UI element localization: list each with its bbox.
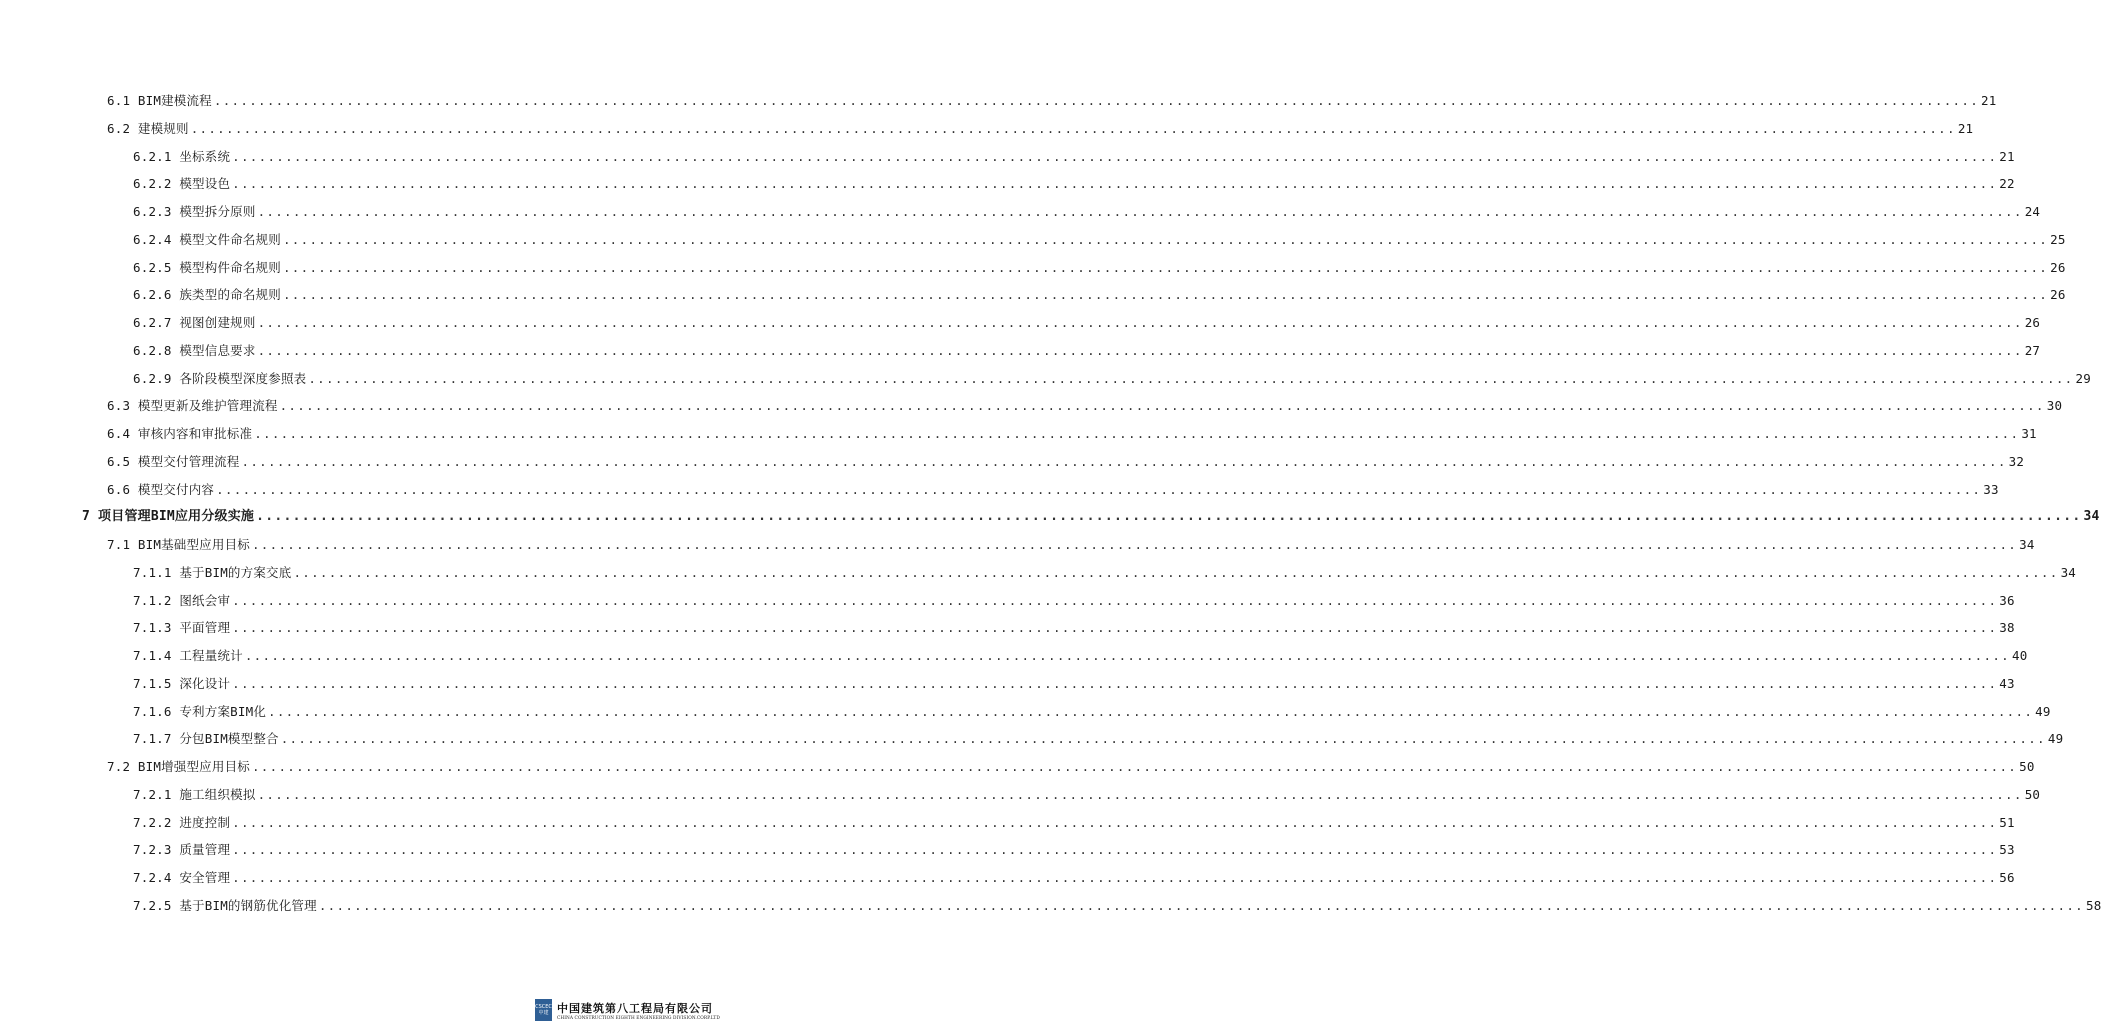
toc-leader-dots: ........................................................................................................................................................................................................ bbox=[282, 260, 2049, 275]
toc-leader-dots: ........................................................................................................................................................................................................ bbox=[257, 315, 2023, 330]
toc-leader-dots: ........................................................................................................................................................................................................ bbox=[190, 121, 1956, 136]
toc-entry[interactable] bbox=[133, 702, 2051, 722]
toc-entry-page: 29 bbox=[2075, 371, 2091, 386]
toc-entry-title: 6.2.8 模型信息要求 bbox=[133, 343, 256, 358]
toc-entry[interactable] bbox=[133, 646, 2028, 666]
toc-entry-title: 6.2.7 视图创建规则 bbox=[133, 315, 256, 330]
toc-entry-title: 6.3 模型更新及维护管理流程 bbox=[107, 398, 278, 413]
toc-leader-dots: ........................................................................................................................................................................................................ bbox=[241, 454, 2007, 469]
toc-entry-page: 24 bbox=[2024, 204, 2041, 219]
toc-leader-dots: ........................................................................................................................................................................................................ bbox=[308, 371, 2074, 386]
toc-entry-page: 34 bbox=[2019, 537, 2035, 552]
toc-entry-page: 50 bbox=[2019, 759, 2035, 774]
toc-leader-dots: ........................................................................................................................................................................................................ bbox=[213, 93, 1980, 108]
toc-entry-page: 27 bbox=[2024, 343, 2041, 358]
toc-entry-page: 26 bbox=[2050, 287, 2066, 302]
toc-entry[interactable] bbox=[107, 757, 2035, 777]
toc-entry-page: 53 bbox=[1999, 842, 2015, 857]
toc-entry[interactable] bbox=[133, 896, 2101, 916]
toc-entry-title: 6.1 BIM建模流程 bbox=[107, 93, 212, 108]
toc-entry-page: 56 bbox=[1999, 870, 2015, 885]
toc-entry-title: 6.6 模型交付内容 bbox=[107, 482, 215, 497]
toc-entry-title: 7 项目管理BIM应用分级实施 bbox=[82, 509, 255, 524]
toc-entry[interactable] bbox=[107, 424, 2037, 444]
toc-entry[interactable] bbox=[133, 591, 2015, 611]
toc-entry-title: 6.2 建模规则 bbox=[107, 121, 189, 136]
toc-entry-page: 25 bbox=[2050, 232, 2066, 247]
toc-entry-title: 7.1.4 工程量统计 bbox=[133, 648, 243, 663]
toc-entry[interactable] bbox=[133, 868, 2015, 888]
toc-entry[interactable] bbox=[133, 729, 2064, 749]
toc-entry[interactable] bbox=[133, 674, 2015, 694]
toc-entry[interactable] bbox=[107, 396, 2063, 416]
toc-entry-title: 7.1.6 专利方案BIM化 bbox=[133, 704, 267, 719]
toc-entry-page: 30 bbox=[2046, 398, 2063, 413]
company-logo bbox=[535, 996, 724, 1024]
toc-entry-title: 6.2.5 模型构件命名规则 bbox=[133, 260, 281, 275]
toc-entry-title: 6.2.3 模型拆分原则 bbox=[133, 204, 256, 219]
toc-entry[interactable] bbox=[133, 258, 2066, 278]
toc-entry-title: 7.1.7 分包BIM模型整合 bbox=[133, 731, 279, 746]
toc-entry-title: 7.2.4 安全管理 bbox=[133, 870, 231, 885]
toc-leader-dots: ........................................................................................................................................................................................................ bbox=[282, 287, 2049, 302]
toc-entry-page: 43 bbox=[1999, 676, 2015, 691]
toc-entry-page: 51 bbox=[1999, 815, 2015, 830]
toc-entry-title: 6.2.4 模型文件命名规则 bbox=[133, 232, 281, 247]
toc-entry-page: 22 bbox=[1999, 176, 2015, 191]
logo-mark-text-cn: 中建 bbox=[538, 1010, 549, 1016]
toc-entry-title: 7.2.5 基于BIM的钢筋优化管理 bbox=[133, 898, 317, 913]
toc-leader-dots: ........................................................................................................................................................................................................ bbox=[232, 815, 1998, 830]
toc-entry-page: 50 bbox=[2024, 787, 2041, 802]
toc-entry-title: 7.1.3 平面管理 bbox=[133, 620, 231, 635]
toc-leader-dots: ........................................................................................................................................................................................................ bbox=[257, 787, 2023, 802]
toc-leader-dots: ........................................................................................................................................................................................................ bbox=[251, 537, 2018, 552]
company-name-en: CHINA CONSTRUCTION EIGHTH ENGINEERING DIVISION.CORP.LTD bbox=[557, 1015, 720, 1021]
toc-entry[interactable] bbox=[107, 535, 2035, 555]
toc-leader-dots: ........................................................................................................................................................................................................ bbox=[257, 343, 2023, 358]
toc-leader-dots: ........................................................................................................................................................................................................ bbox=[216, 482, 1982, 497]
toc-entry-title: 6.2.2 模型设色 bbox=[133, 176, 231, 191]
toc-entry-page: 26 bbox=[2050, 260, 2066, 275]
toc-entry[interactable] bbox=[133, 563, 2077, 583]
toc-entry[interactable] bbox=[133, 230, 2066, 250]
toc-leader-dots: ........................................................................................................................................................................................................ bbox=[232, 620, 1998, 635]
toc-leader-dots: ........................................................................................................................................................................................................ bbox=[256, 509, 2082, 524]
toc-leader-dots: ........................................................................................................................................................................................................ bbox=[282, 232, 2049, 247]
toc-entry-title: 6.4 审核内容和审批标准 bbox=[107, 426, 253, 441]
toc-entry[interactable] bbox=[133, 313, 2041, 333]
toc-leader-dots: ........................................................................................................................................................................................................ bbox=[232, 676, 1998, 691]
toc-entry-page: 32 bbox=[2008, 454, 2025, 469]
toc-leader-dots: ........................................................................................................................................................................................................ bbox=[257, 204, 2023, 219]
toc-entry[interactable] bbox=[107, 91, 1997, 111]
toc-entry-title: 7.2 BIM增强型应用目标 bbox=[107, 759, 250, 774]
toc-entry-page: 21 bbox=[1981, 93, 1997, 108]
toc-entry[interactable] bbox=[133, 369, 2091, 389]
toc-entry-title: 6.2.9 各阶段模型深度参照表 bbox=[133, 371, 307, 386]
toc-entry[interactable] bbox=[133, 618, 2015, 638]
toc-leader-dots: ........................................................................................................................................................................................................ bbox=[279, 398, 2045, 413]
toc-entry-title: 7.1.5 深化设计 bbox=[133, 676, 231, 691]
toc-entry-page: 26 bbox=[2024, 315, 2041, 330]
toc-entry-page: 49 bbox=[2035, 704, 2051, 719]
toc-entry-page: 34 bbox=[2060, 565, 2077, 580]
toc-entry-page: 33 bbox=[1983, 482, 1999, 497]
company-name-cn: 中国建筑第八工程局有限公司 bbox=[557, 1001, 713, 1015]
toc-entry[interactable] bbox=[133, 785, 2041, 805]
toc-entry-page: 31 bbox=[2021, 426, 2037, 441]
toc-entry[interactable] bbox=[107, 480, 1999, 500]
toc-entry[interactable] bbox=[133, 341, 2041, 361]
toc-entry[interactable] bbox=[133, 147, 2015, 167]
toc-leader-dots: ........................................................................................................................................................................................................ bbox=[254, 426, 2020, 441]
toc-leader-dots: ........................................................................................................................................................................................................ bbox=[318, 898, 2084, 913]
toc-leader-dots: ........................................................................................................................................................................................................ bbox=[232, 149, 1998, 164]
toc-entry-title: 7.1.1 基于BIM的方案交底 bbox=[133, 565, 292, 580]
toc-entry-page: 38 bbox=[1999, 620, 2015, 635]
toc-entry-title: 6.2.6 族类型的命名规则 bbox=[133, 287, 281, 302]
toc-entry-page: 21 bbox=[1999, 149, 2015, 164]
toc-entry-page: 49 bbox=[2047, 731, 2064, 746]
toc-entry-title: 7.2.2 进度控制 bbox=[133, 815, 231, 830]
toc-entry[interactable] bbox=[82, 507, 2100, 527]
toc-entry[interactable] bbox=[133, 285, 2066, 305]
toc-entry[interactable] bbox=[107, 452, 2025, 472]
toc-entry-page: 21 bbox=[1957, 121, 1974, 136]
toc-entry-title: 7.1 BIM基础型应用目标 bbox=[107, 537, 250, 552]
toc-entry-title: 6.5 模型交付管理流程 bbox=[107, 454, 240, 469]
toc-entry-title: 6.2.1 坐标系统 bbox=[133, 149, 231, 164]
toc-leader-dots: ........................................................................................................................................................................................................ bbox=[268, 704, 2034, 719]
toc-entry-page: 58 bbox=[2085, 898, 2101, 913]
toc-leader-dots: ........................................................................................................................................................................................................ bbox=[280, 731, 2046, 746]
toc-entry-title: 7.2.1 施工组织模拟 bbox=[133, 787, 256, 802]
toc-entry[interactable] bbox=[107, 119, 1974, 139]
toc-entry-title: 7.2.3 质量管理 bbox=[133, 842, 231, 857]
toc-leader-dots: ........................................................................................................................................................................................................ bbox=[232, 593, 1998, 608]
toc-leader-dots: ........................................................................................................................................................................................................ bbox=[251, 759, 2018, 774]
toc-leader-dots: ........................................................................................................................................................................................................ bbox=[232, 842, 1998, 857]
toc-entry[interactable] bbox=[133, 174, 2015, 194]
logo-mark-text: CSCEC bbox=[535, 1004, 552, 1010]
toc-entry-page: 36 bbox=[1999, 593, 2015, 608]
toc-entry[interactable] bbox=[133, 813, 2015, 833]
toc-entry[interactable] bbox=[133, 202, 2041, 222]
toc-leader-dots: ........................................................................................................................................................................................................ bbox=[244, 648, 2010, 663]
toc-leader-dots: ........................................................................................................................................................................................................ bbox=[232, 176, 1998, 191]
toc-entry[interactable] bbox=[133, 840, 2015, 860]
toc-entry-page: 40 bbox=[2011, 648, 2028, 663]
cscec-logo-icon bbox=[535, 999, 552, 1021]
toc-leader-dots: ........................................................................................................................................................................................................ bbox=[293, 565, 2059, 580]
toc-entry-title: 7.1.2 图纸会审 bbox=[133, 593, 231, 608]
toc-entry-page: 34 bbox=[2083, 509, 2100, 524]
toc-leader-dots: ........................................................................................................................................................................................................ bbox=[232, 870, 1998, 885]
